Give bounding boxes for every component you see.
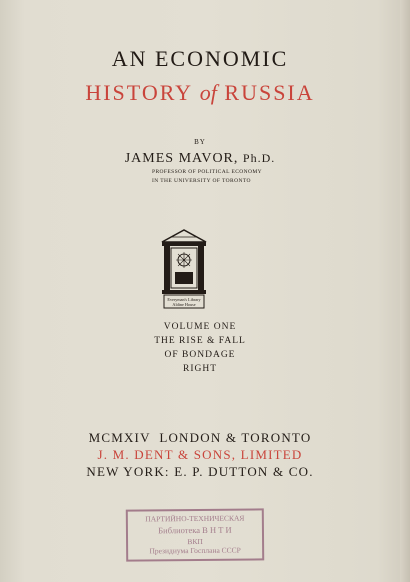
page-edge — [400, 0, 410, 582]
author-credit-line-2: IN THE UNIVERSITY OF TORONTO — [152, 178, 251, 184]
stamp-line-1: ПАРТИЙНО-ТЕХНИЧЕСКАЯ — [145, 513, 245, 524]
title-russia: RUSSIA — [216, 80, 315, 105]
author-credit-line-1: PROFESSOR OF POLITICAL ECONOMY — [152, 169, 263, 175]
emblem-caption-2: Aldine House — [172, 302, 196, 307]
title-line-2 — [0, 80, 400, 106]
volume-line-4: RIGHT — [182, 364, 218, 374]
stamp-line-2: Библиотека В Н Т И — [158, 524, 232, 536]
title-history: HISTORY — [85, 80, 200, 105]
emblem-caption-1: Everyman's Library — [167, 297, 201, 302]
volume-line-3: OF BONDAGE — [164, 350, 236, 360]
volume-line-1: VOLUME ONE — [163, 322, 237, 332]
publisher-device-icon — [160, 228, 208, 310]
by-label: BY — [194, 138, 206, 146]
imprint-line-2: J. M. DENT & SONS, LIMITED — [97, 447, 303, 462]
library-stamp — [126, 508, 264, 561]
stamp-line-4: Президиума Госплана СССР — [149, 545, 241, 556]
author-name — [0, 151, 400, 167]
volume-line-2: THE RISE & FALL — [154, 336, 246, 346]
author-degree: Ph.D. — [242, 151, 276, 165]
title-line-1: AN ECONOMIC — [111, 46, 289, 71]
author-text: JAMES MAVOR, — [124, 151, 243, 166]
stamp-line-3: ВКП — [187, 536, 203, 547]
imprint-line-1: MCMXIV LONDON & TORONTO — [88, 430, 312, 445]
title-of: of — [199, 80, 217, 105]
imprint-line-3: NEW YORK: E. P. DUTTON & CO. — [86, 464, 314, 479]
